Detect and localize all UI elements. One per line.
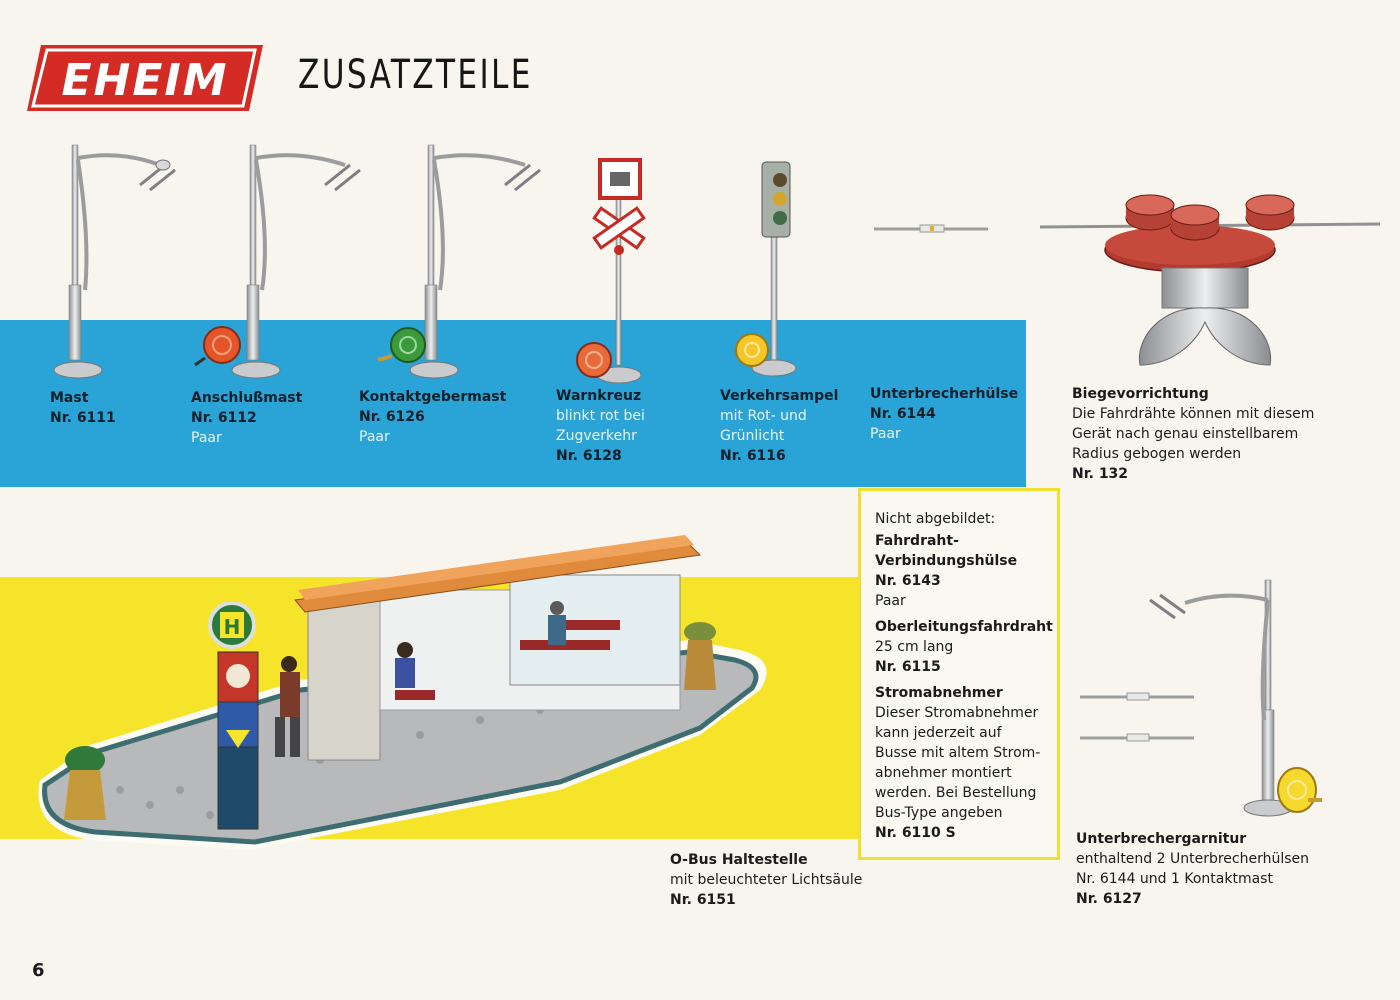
- caption-name: Anschlußmast: [191, 390, 303, 406]
- warning-cross-6128-image: [577, 160, 644, 383]
- interrupter-set-6127-image: [1080, 580, 1322, 816]
- page-number: 6: [32, 960, 45, 981]
- page-title: ZUSATZTEILE: [298, 52, 533, 98]
- caption-line: Nr. 6144 und 1 Kontaktmast: [1076, 871, 1273, 887]
- entry-line: werden. Bei Bestellung: [875, 785, 1037, 801]
- caption-line: Paar: [359, 429, 390, 445]
- entry-line: Dieser Stromabnehmer: [875, 705, 1039, 721]
- entry-line: abnehmer montiert: [875, 765, 1012, 781]
- caption-nr: Nr. 6144: [870, 406, 936, 422]
- caption-biegevorrichtung: [1072, 384, 1314, 484]
- caption-line: mit beleuchteter Lichtsäule: [670, 872, 863, 888]
- caption-bus-stop: [670, 850, 862, 910]
- caption-nr: Nr. 6151: [670, 892, 736, 908]
- caption-name: Unterbrechergarnitur: [1076, 831, 1247, 847]
- entry-name: Stromabnehmer: [875, 685, 1003, 701]
- caption-name: Biegevorrichtung: [1072, 386, 1209, 402]
- mast-6112-image: [195, 145, 360, 378]
- entry-nr: Nr. 6115: [875, 659, 941, 675]
- caption-unterbrecherhuelse: [870, 384, 1018, 444]
- caption-line: mit Rot- und: [720, 408, 807, 424]
- caption-anschlussmast: [191, 388, 302, 448]
- entry-line: kann jederzeit auf: [875, 725, 1002, 741]
- not-shown-entry: [875, 531, 1017, 611]
- caption-name: Warnkreuz: [556, 388, 642, 404]
- caption-line: blinkt rot bei: [556, 408, 645, 424]
- not-shown-heading: Nicht abgebildet:: [875, 511, 996, 527]
- caption-nr: Nr. 6112: [191, 410, 257, 426]
- caption-warnkreuz: [556, 386, 645, 466]
- caption-nr: Nr. 6111: [50, 410, 116, 426]
- not-shown-entry: [875, 617, 1053, 677]
- caption-nr: Nr. 6127: [1076, 891, 1142, 907]
- caption-mast: [50, 388, 116, 428]
- caption-line: Paar: [191, 430, 222, 446]
- caption-name: Kontaktgebermast: [359, 389, 507, 405]
- entry-line: Busse mit altem Strom-: [875, 745, 1041, 761]
- mast-6111-image: [54, 145, 175, 378]
- caption-nr: Nr. 6126: [359, 409, 425, 425]
- caption-line: Paar: [870, 426, 901, 442]
- not-shown-entry: [875, 683, 1040, 843]
- not-shown-box: [858, 488, 1060, 860]
- caption-line: Die Fahrdrähte können mit diesem: [1072, 406, 1315, 422]
- caption-interrupter-set: [1076, 829, 1309, 909]
- caption-name: Mast: [50, 390, 89, 406]
- bus-stop-sign-letter: H: [223, 615, 241, 639]
- entry-line: 25 cm lang: [875, 639, 954, 655]
- caption-line: enthaltend 2 Unterbrecherhülsen: [1076, 851, 1310, 867]
- entry-nr: Nr. 6143: [875, 573, 941, 589]
- bending-tool-132-image: [1040, 195, 1380, 365]
- caption-nr: Nr. 6116: [720, 448, 786, 464]
- caption-verkehrsampel: [720, 386, 838, 466]
- mast-6126-image: [378, 145, 540, 378]
- caption-nr: Nr. 6128: [556, 448, 622, 464]
- entry-line: Bus-Type angeben: [875, 805, 1003, 821]
- caption-line: Gerät nach genau einstellbarem: [1072, 426, 1299, 442]
- caption-line: Zugverkehr: [556, 428, 637, 444]
- interrupter-sleeve-6144-image: [874, 225, 988, 232]
- caption-nr: Nr. 132: [1072, 466, 1129, 482]
- entry-name: Oberleitungsfahrdraht: [875, 619, 1053, 635]
- caption-line: Radius gebogen werden: [1072, 446, 1242, 462]
- caption-name: Unterbrecherhülse: [870, 386, 1019, 402]
- traffic-light-6116-image: [736, 162, 796, 376]
- entry-line: Paar: [875, 593, 906, 609]
- logo-text: EHEIM: [61, 55, 229, 106]
- entry-nr: Nr. 6110 S: [875, 825, 956, 841]
- caption-name: Verkehrsampel: [720, 388, 839, 404]
- bus-stop-6151-image: [39, 535, 767, 850]
- caption-kontaktgebermast: [359, 387, 506, 447]
- caption-line: Grünlicht: [720, 428, 785, 444]
- entry-name: Fahrdraht- Verbindungshülse: [875, 533, 1018, 569]
- caption-name: O-Bus Haltestelle: [670, 852, 808, 868]
